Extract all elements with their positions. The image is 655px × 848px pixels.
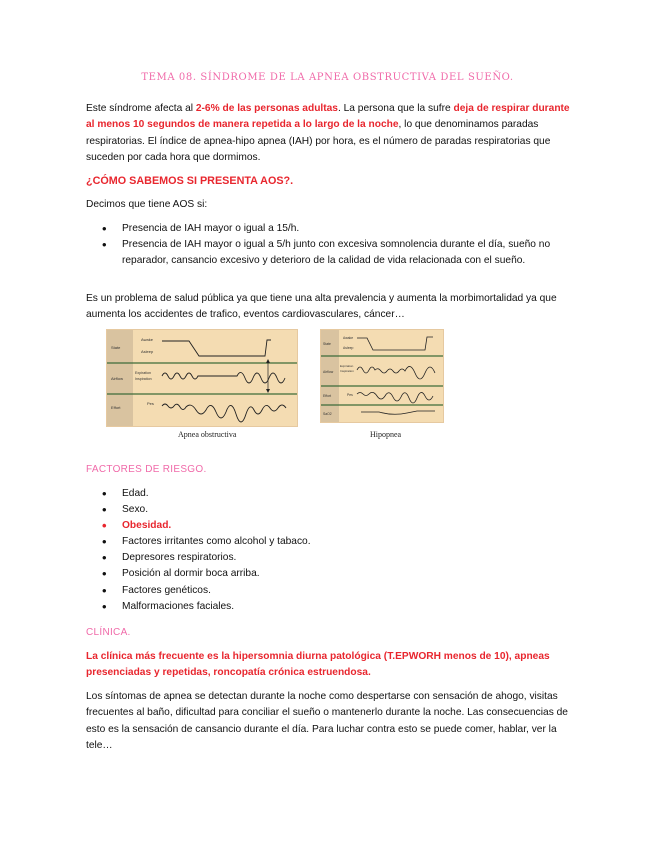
risk-factor-item: • Posición al dormir boca arriba.: [86, 566, 572, 582]
expiration-label: Expiration: [340, 364, 354, 368]
criteria-item: • Presencia de IAH mayor o igual a 15/h.: [86, 221, 572, 237]
risk-factor-item: • Malformaciones faciales.: [86, 599, 572, 615]
hipopnea-caption: Hipopnea: [370, 430, 402, 439]
pes-label: Pes: [147, 401, 154, 406]
risk-factors-list: [86, 486, 572, 615]
intro-paragraph: [86, 101, 572, 166]
criteria-item: • Presencia de IAH mayor o igual a 5/h junto con excesiva somnolencia durante el día, sueño no reparador, cansancio excesivo y deterioro de la calidad de vida relacionada con el sueño.: [86, 237, 572, 269]
effort-trace: [357, 392, 433, 403]
risk-factors-heading: FACTORES DE RIESGO.: [86, 464, 207, 475]
risk-factor-item: • Sexo.: [86, 502, 572, 518]
row-label-sao2: SaO2: [323, 412, 332, 416]
risk-factor-item: • Edad.: [86, 486, 572, 502]
hipopnea-diagram: [321, 330, 443, 422]
row-label-airflow: Airflow: [111, 376, 124, 381]
apnea-diagram: [107, 330, 297, 426]
state-trace: [357, 337, 433, 350]
awake-label: Awake: [141, 337, 153, 342]
airflow-trace: [162, 372, 285, 383]
row-label-state: State: [323, 342, 331, 346]
intro-text-5: , lo que denominamos paradas respiratorias. El índice de apnea-hipo apnea (IAH) por hora, es el número de paradas respiratorias que suceden por cada hora que dormimos.: [86, 119, 551, 163]
intro-text-3: . La persona que la sufre: [337, 103, 454, 114]
row-label-state: State: [111, 345, 121, 350]
airflow-trace: [357, 366, 435, 379]
intro-highlight-prevalence: 2-6% de las personas adultas: [195, 103, 338, 114]
pes-label: Pes: [347, 393, 353, 397]
risk-factor-item: • Depresores respiratorios.: [86, 550, 572, 566]
public-health-paragraph: Es un problema de salud pública ya que tiene una alta prevalencia y aumenta la morbimortalidad ya que aumenta los accidentes de trafico, eventos cardiovasculares, cáncer…: [86, 293, 557, 321]
apnea-figure: [106, 329, 298, 427]
row-label-effort: Effort: [111, 405, 121, 410]
inspiration-label: Inspiration: [340, 369, 354, 373]
decimos-text: Decimos que tiene AOS si:: [86, 199, 208, 210]
risk-factor-item-highlight: • Obesidad.: [86, 518, 572, 534]
asleep-label: Asleep: [343, 346, 354, 350]
sao2-trace: [361, 411, 435, 414]
intro-text-1: Este síndrome afecta al: [86, 103, 196, 114]
aos-question-heading: ¿CÓMO SABEMOS SI PRESENTA AOS?.: [86, 175, 294, 187]
effort-trace: [162, 404, 286, 422]
expiration-label: Expiration: [135, 371, 151, 375]
clinica-highlight-paragraph: La clínica más frecuente es la hipersomnia diurna patológica (T.EPWORH menos de 10), apneas presenciadas y repetidas, roncopatía crónica estruendosa.: [86, 651, 550, 679]
hipopnea-figure: [320, 329, 444, 423]
asleep-label: Asleep: [141, 349, 154, 354]
risk-factor-item: • Factores irritantes como alcohol y tabaco.: [86, 534, 572, 550]
inspiration-label: Inspiration: [135, 377, 152, 381]
row-label-airflow: Airflow: [323, 370, 334, 374]
intro-highlight-definition: deja de respirar durante al menos 10 segundos de manera repetida a lo largo de la noche: [86, 103, 570, 131]
state-trace: [162, 340, 271, 356]
awake-label: Awake: [343, 336, 354, 340]
symptoms-paragraph: Los síntomas de apnea se detectan durante la noche como despertarse con sensación de ahogo, visitas frecuentes al baño, dificultad para conciliar el sueño o mantenerlo durante la noche. Las consecuencias de esto es la sensación de cansancio durante el día. Para luchar contra esto se puede comer, hablar, ver la tele…: [86, 691, 568, 751]
apnea-caption: Apnea obstructiva: [178, 430, 237, 439]
risk-factor-item: • Factores genéticos.: [86, 583, 572, 599]
page-title: TEMA 08. SÍNDROME DE LA APNEA OBSTRUCTIVA DEL SUEÑO.: [141, 72, 514, 83]
criteria-list: [86, 221, 572, 269]
row-label-effort: Effort: [323, 394, 332, 398]
clinica-heading: CLÍNICA.: [86, 627, 131, 638]
